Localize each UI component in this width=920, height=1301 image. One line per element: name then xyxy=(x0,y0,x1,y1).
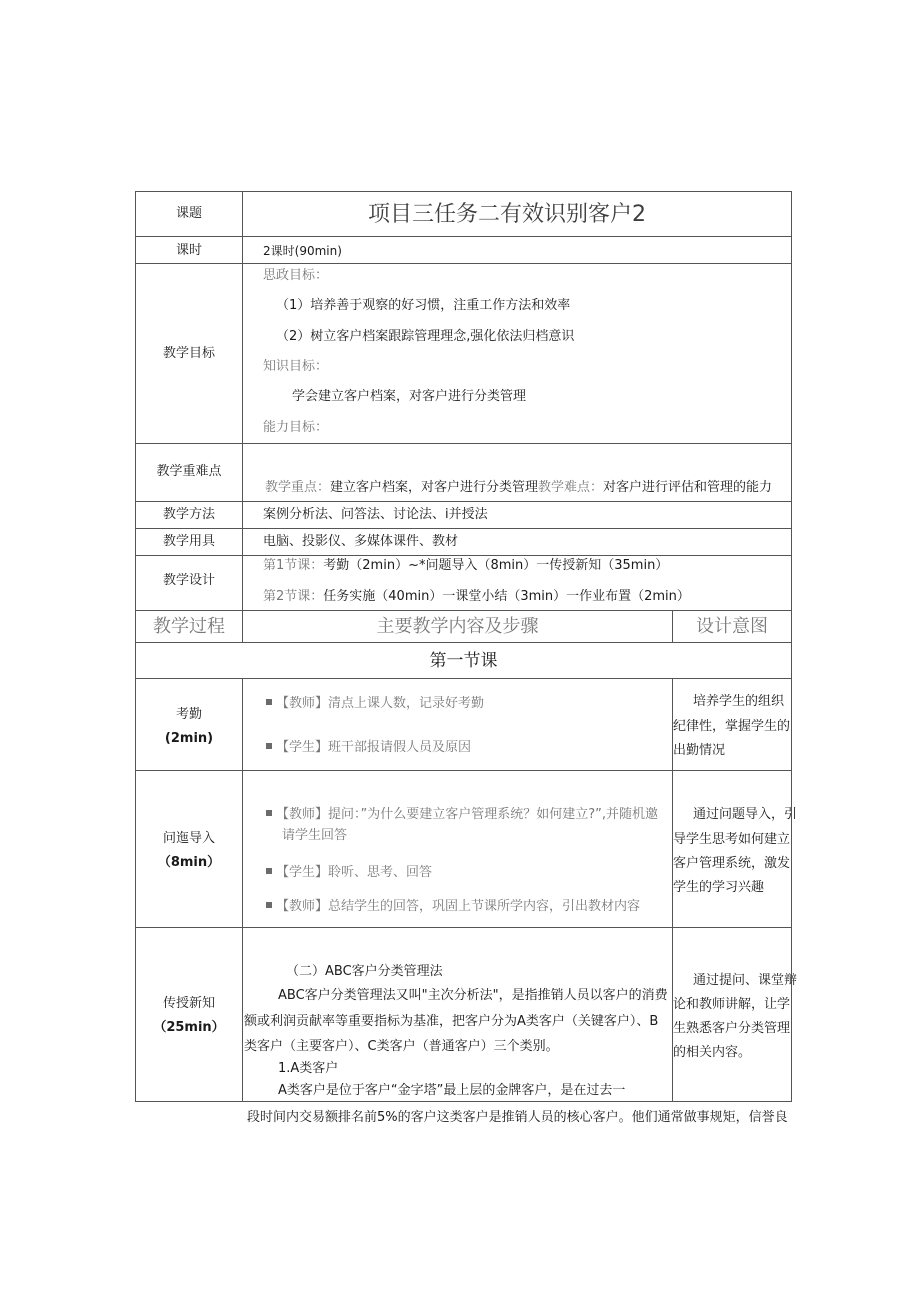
lesson-2-label: 第2节课： xyxy=(263,589,324,604)
section-title: 第一节课 xyxy=(429,651,498,671)
ability-heading: 能力目标： xyxy=(263,420,329,435)
intro-intent-4: 学生的学习兴趣 xyxy=(673,880,765,895)
new-knowledge-p1-line3: 类客户（主要客户）、C类客户（普通客户）三个类别。 xyxy=(244,1039,559,1054)
knowledge-heading: 知识目标： xyxy=(263,359,329,374)
page-title: 项目三任务二有效识别客户2 xyxy=(368,202,646,227)
hours-label: 课时 xyxy=(175,243,202,258)
bullet-icon xyxy=(266,902,272,908)
new-knowledge-name: 传授新知 xyxy=(162,996,215,1011)
attendance-item-2: 【学生】班干部报请假人员及原因 xyxy=(266,740,471,756)
attendance-intent-2: 纪律性，掌握学生的 xyxy=(673,719,791,734)
lesson-1-label: 第1节课： xyxy=(263,558,324,573)
new-knowledge-intent-2: 论和教师讲解，让学 xyxy=(673,997,791,1012)
knowledge-goal-1: 学会建立客户档案，对客户进行分类管理 xyxy=(292,389,527,404)
intro-item-1: 【教师】提问：”为什么要建立客户管理系统？如何建立?”,并随机邀 xyxy=(266,807,658,823)
ideological-goal-1: （1）培养善于观察的好习惯，注重工作方法和效率 xyxy=(276,298,571,313)
ideological-heading: 思政目标： xyxy=(263,268,329,283)
new-knowledge-time: （25min） xyxy=(153,1020,225,1035)
intro-item-3: 【教师】总结学生的回答，巩固上节课所学内容，引出教材内容 xyxy=(266,899,640,915)
process-header-col3: 设计意图 xyxy=(696,616,768,637)
overflow-line: 段时间内交易额排名前5%的客户这类客户是推销人员的核心客户。他们通常做事规矩，信誉良 xyxy=(247,1110,788,1125)
attendance-name: 考勤 xyxy=(175,707,202,722)
bullet-icon xyxy=(266,810,272,816)
method-label: 教学方法 xyxy=(162,507,215,522)
attendance-item-1: 【教师】清点上课人数，记录好考勤 xyxy=(266,696,484,712)
new-knowledge-p1-line1: ABC客户分类管理法又叫"主次分析法"，是指推销人员以客户的消费 xyxy=(278,988,668,1003)
new-knowledge-p2-line1: A类客户是位于客户“金字塔”最上层的金牌客户，是在过去一 xyxy=(278,1083,626,1098)
design-lesson-1 xyxy=(263,558,668,574)
attendance-intent-1: 培养学生的组织 xyxy=(693,694,785,709)
intro-item-2: 【学生】聆听、思考、回答 xyxy=(266,865,432,881)
bullet-icon xyxy=(266,699,272,705)
intro-intent-3: 客户管理系统，激发 xyxy=(673,856,791,871)
process-header-col2: 主要教学内容及步骤 xyxy=(376,616,539,637)
lesson-1-text: 考勤（2min）~*问题导入（8min）一传授新知（35min） xyxy=(323,558,669,573)
attendance-intent-3: 出勤情况 xyxy=(673,743,726,758)
intro-item-1-cont: 请学生回答 xyxy=(282,828,348,843)
bullet-icon xyxy=(266,743,272,749)
new-knowledge-heading: （二）ABC客户分类管理法 xyxy=(286,964,443,979)
tools-label: 教学用具 xyxy=(162,534,215,549)
method-value: 案例分析法、问答法、讨论法、i并授法 xyxy=(263,507,488,522)
lesson-2-text: 任务实施（40min）一课堂小结（3min）一作业布置（2min） xyxy=(323,589,690,604)
intro-time: （8min） xyxy=(157,855,221,870)
design-lesson-2 xyxy=(263,589,690,605)
key-point-text: 建立客户档案，对客户进行分类管理 xyxy=(330,480,539,495)
topic-label: 课题 xyxy=(175,206,202,221)
key-point-label: 教学重点： xyxy=(265,480,331,495)
new-knowledge-sub1: 1.A类客户 xyxy=(278,1061,339,1076)
difficult-point-text: 对客户进行评估和管理的能力 xyxy=(603,480,773,495)
tools-value: 电脑、投影仪、多媒体课件、教材 xyxy=(263,534,459,549)
ideological-goal-2: （2）树立客户档案跟踪管理理念,强化依法归档意识 xyxy=(276,329,575,344)
intro-name: 问迤导入 xyxy=(162,831,215,846)
intro-intent-1: 通过问题导入，引 xyxy=(693,807,798,822)
difficult-point-label: 教学难点： xyxy=(538,480,604,495)
intro-intent-2: 导学生思考如何建立 xyxy=(673,832,791,847)
new-knowledge-intent-3: 生熟悉客户分类管理 xyxy=(673,1021,791,1036)
key-points-label: 教学重难点 xyxy=(156,464,222,479)
new-knowledge-intent-4: 的相关内容。 xyxy=(673,1045,752,1060)
attendance-time: (2min) xyxy=(164,731,214,746)
new-knowledge-p1-line2: 额或利润贡献率等重要指标为基准，把客户分为A类客户（关键客户）、B xyxy=(244,1014,659,1029)
new-knowledge-intent-1: 通过提问、课堂辩 xyxy=(693,973,798,988)
key-points-content xyxy=(265,480,772,496)
bullet-icon xyxy=(266,868,272,874)
hours-value: 2课时(90min) xyxy=(263,244,342,258)
objectives-label: 教学目标 xyxy=(162,346,215,361)
process-header-col1: 教学过程 xyxy=(153,616,225,637)
design-label: 教学设计 xyxy=(162,573,215,588)
